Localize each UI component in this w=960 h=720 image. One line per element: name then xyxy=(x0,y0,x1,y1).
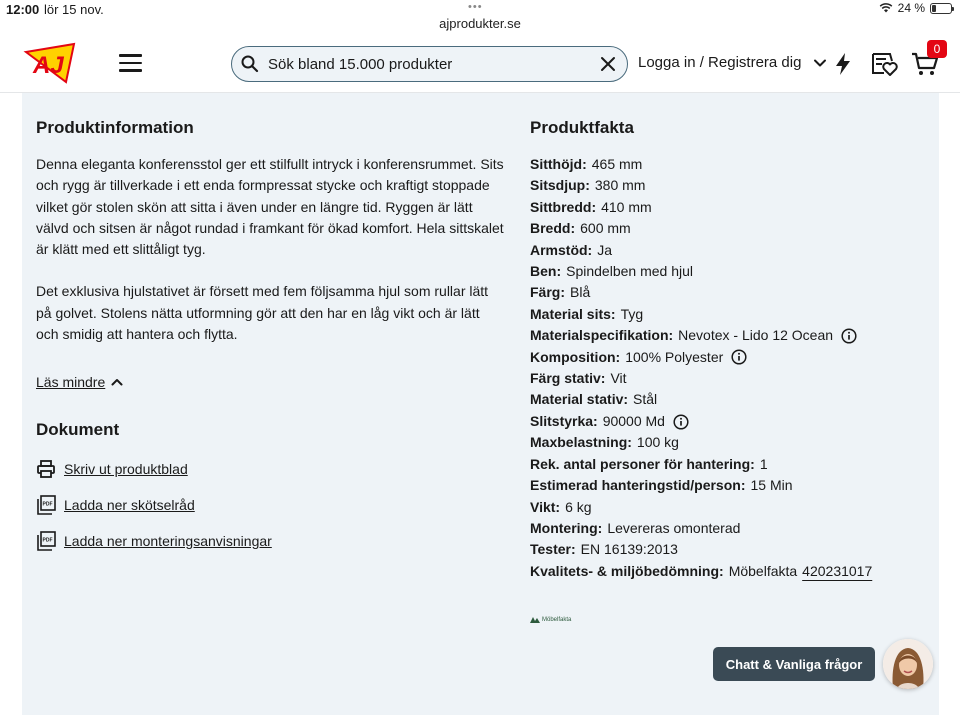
chevron-up-icon xyxy=(111,377,123,387)
product-fact-row xyxy=(530,561,930,582)
chevron-down-icon xyxy=(813,56,827,70)
aj-logo[interactable] xyxy=(22,42,78,84)
product-description-1: Denna eleganta konferensstol ger ett stilfullt intryck i konferensrummet. Sits och rygg är tillverkade i ett enda formpressat stycke och kraftigt stoppade vilket gör stolen skön att sitta i även under en längre tid. Ryggen är lätt välvd och sitsen är något rundad i framkant för ökad komfort. Hela sittskalet är klätt med ett slittåligt tyg. xyxy=(36,156,504,258)
fact-value: 410 mm xyxy=(601,198,652,215)
mobelfakta-mark-icon xyxy=(530,616,540,623)
pdf-icon xyxy=(36,495,56,515)
fact-label: Sitsdjup: xyxy=(530,177,590,194)
search-input[interactable] xyxy=(268,56,599,73)
product-fact-row xyxy=(530,475,930,496)
fact-label: Montering: xyxy=(530,519,603,536)
svg-text:PDF: PDF xyxy=(42,501,53,508)
fact-label: Maxbelastning: xyxy=(530,434,632,451)
info-icon[interactable] xyxy=(673,414,689,430)
fact-label: Material stativ: xyxy=(530,391,629,408)
product-fact-row xyxy=(530,454,930,475)
cart-count-badge: 0 xyxy=(927,40,947,58)
login-label: Logga in / Registrera dig xyxy=(638,54,802,71)
fact-value: Vit xyxy=(610,370,627,387)
download-assembly-instructions-link[interactable] xyxy=(36,531,272,551)
printer-icon xyxy=(36,459,56,479)
fact-value: Stål xyxy=(633,391,658,408)
fact-value: EN 16139:2013 xyxy=(580,541,678,558)
status-time: 12:00 xyxy=(6,2,40,17)
search-icon[interactable] xyxy=(240,54,260,74)
fact-label: Sitthöjd: xyxy=(530,156,587,172)
pdf-icon xyxy=(36,531,56,551)
info-icon[interactable] xyxy=(841,328,857,344)
info-icon[interactable] xyxy=(731,349,747,365)
login-register-button[interactable] xyxy=(638,54,827,71)
document-label: Ladda ner skötselråd xyxy=(64,497,195,513)
fact-value: Blå xyxy=(570,284,591,301)
fact-value: 90000 Md xyxy=(602,412,665,429)
favorites-list-icon[interactable] xyxy=(870,51,898,77)
documents-heading: Dokument xyxy=(36,420,120,439)
fact-value: 100% Polyester xyxy=(625,348,724,365)
product-fact-row xyxy=(530,518,930,539)
address-bar-url[interactable]: ajprodukter.se xyxy=(439,16,521,31)
fact-label: Material sits: xyxy=(530,305,616,322)
read-less-label: Läs mindre xyxy=(36,374,106,390)
product-facts-list xyxy=(530,154,930,582)
product-fact-row xyxy=(530,432,930,453)
product-info-section xyxy=(36,118,506,549)
mobelfakta-logo xyxy=(530,616,571,623)
fact-label: Bredd: xyxy=(530,220,576,237)
fact-value: Nevotex - Lido 12 Ocean xyxy=(678,327,834,344)
chat-label: Chatt & Vanliga frågor xyxy=(725,656,863,672)
status-date: lör 15 nov. xyxy=(44,2,104,17)
fact-label: Ben: xyxy=(530,263,562,280)
fact-value: Tyg xyxy=(620,305,644,322)
fact-value: 100 kg xyxy=(636,434,679,451)
document-label: Skriv ut produktblad xyxy=(64,461,188,477)
fact-label: Färg: xyxy=(530,284,565,301)
product-fact-row xyxy=(530,389,930,410)
download-care-instructions-link[interactable] xyxy=(36,495,195,515)
product-fact-row xyxy=(530,325,930,346)
menu-hamburger-icon[interactable] xyxy=(119,54,142,72)
product-fact-row xyxy=(530,175,930,196)
fact-label: Vikt: xyxy=(530,498,561,515)
battery-icon xyxy=(930,3,952,14)
status-bar xyxy=(0,0,960,36)
product-fact-row xyxy=(530,218,930,239)
product-fact-row xyxy=(530,411,930,432)
product-fact-row xyxy=(530,304,930,325)
fact-value: Spindelben med hjul xyxy=(566,263,693,280)
fact-label: Färg stativ: xyxy=(530,370,606,387)
svg-text:PDF: PDF xyxy=(42,537,53,544)
agent-portrait-icon xyxy=(883,639,933,689)
svg-text:AJ: AJ xyxy=(33,52,64,79)
fact-value: 380 mm xyxy=(594,177,646,194)
fact-label: Sittbredd: xyxy=(530,198,597,215)
more-dots-icon[interactable]: ••• xyxy=(468,1,483,13)
product-fact-row xyxy=(530,154,930,175)
fact-label: Kvalitets- & miljöbedömning: xyxy=(530,562,724,579)
clear-search-icon[interactable] xyxy=(599,55,617,73)
fact-value: Ja xyxy=(597,241,613,258)
product-facts-section xyxy=(530,118,930,623)
product-fact-row xyxy=(530,261,930,282)
site-header xyxy=(0,36,960,93)
search-bar[interactable] xyxy=(231,46,628,82)
fact-label: Estimerad hanteringstid/person: xyxy=(530,477,746,494)
fact-value: 1 xyxy=(759,455,768,472)
product-fact-row xyxy=(530,497,930,518)
mobelfakta-logo-text: Möbelfakta xyxy=(542,616,572,623)
read-less-link[interactable] xyxy=(36,374,123,390)
fact-value: Möbelfakta xyxy=(728,562,798,579)
chat-faq-button[interactable] xyxy=(713,647,875,681)
product-details-panel xyxy=(22,93,939,715)
chat-agent-avatar[interactable] xyxy=(883,639,933,689)
fact-value: Levereras omonterad xyxy=(607,519,741,536)
fact-value: 600 mm xyxy=(580,220,631,237)
fact-label: Armstöd: xyxy=(530,241,593,258)
fact-value: 15 Min xyxy=(750,477,793,494)
fact-label: Komposition: xyxy=(530,348,621,365)
product-fact-row xyxy=(530,197,930,218)
product-fact-row xyxy=(530,539,930,560)
quick-order-bolt-icon[interactable] xyxy=(833,52,853,76)
status-right xyxy=(879,1,952,15)
product-fact-row xyxy=(530,240,930,261)
fact-label: Tester: xyxy=(530,541,576,558)
fact-value: 6 kg xyxy=(565,498,592,515)
product-description-2: Det exklusiva hjulstativet är försett med fem följsamma hjul som rullar lätt på golvet. Stolens nätta utformning gör att den har en låg vikt och är lätt och smidig att hantera och flytta. xyxy=(36,283,489,343)
product-fact-row xyxy=(530,347,930,368)
print-product-sheet-link[interactable] xyxy=(36,459,188,479)
product-info-heading: Produktinformation xyxy=(36,118,194,137)
product-fact-row xyxy=(530,368,930,389)
wifi-icon xyxy=(879,3,893,13)
product-facts-heading: Produktfakta xyxy=(530,118,634,137)
document-label: Ladda ner monteringsanvisningar xyxy=(64,533,272,549)
product-fact-row xyxy=(530,282,930,303)
fact-label: Rek. antal personer för hantering: xyxy=(530,455,755,472)
battery-percent: 24 % xyxy=(897,1,925,15)
fact-value: 465 mm xyxy=(591,156,643,172)
fact-label: Materialspecifikation: xyxy=(530,327,674,344)
fact-label: Slitstyrka: xyxy=(530,412,598,429)
certificate-link[interactable]: 420231017 xyxy=(802,562,873,579)
